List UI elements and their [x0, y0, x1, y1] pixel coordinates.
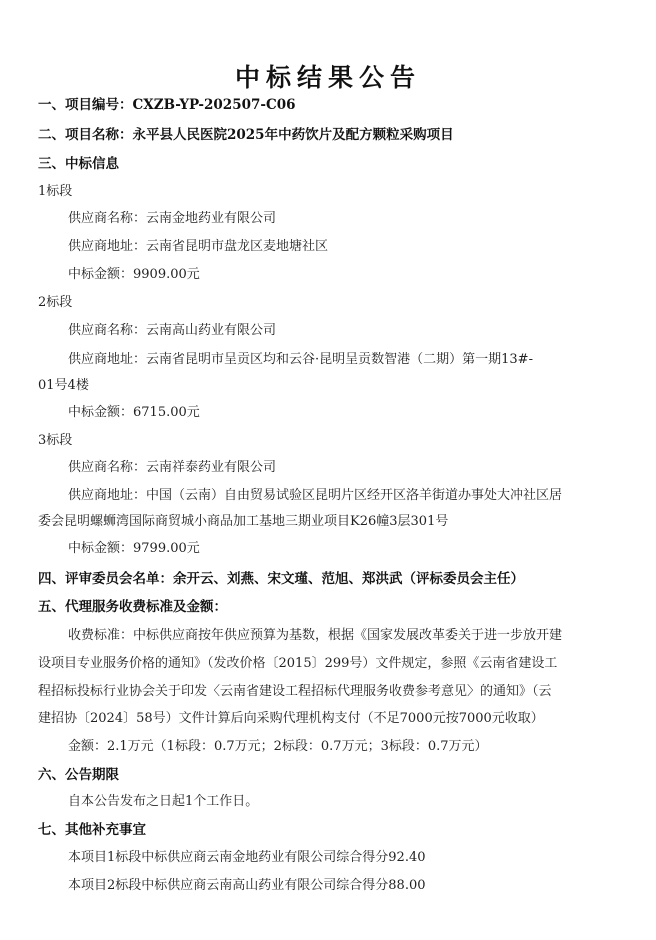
fee-standard-line-3: 程招标投标行业协会关于印发〈云南省建设工程招标代理服务收费参考意见〉的通知》（云 [38, 684, 552, 699]
page-title: 中标结果公告 [234, 63, 421, 92]
project-name: 二、项目名称：永平县人民医院2025年中药饮片及配方颗粒采购项目 [38, 127, 454, 143]
lot-2-amount: 中标金额：6715.00元 [68, 405, 200, 420]
lot-2-label: 2标段 [38, 295, 73, 310]
supplement-heading: 七、其他补充事宜 [38, 822, 146, 838]
fee-standard-line-2: 设项目专业服务价格的通知》（发改价格〔2015〕299号）文件规定，参照《云南省建设工 [38, 656, 558, 671]
lot-1-supplier: 供应商名称：云南金地药业有限公司 [68, 211, 277, 226]
fee-standard-line-4: 建招协〔2024〕58号）文件计算后向采购代理机构支付（不足7000元按7000元收取） [38, 711, 544, 726]
lot-2-address-cont: 01号4楼 [38, 378, 89, 393]
lot-3-address: 供应商地址：中国（云南）自由贸易试验区昆明片区经开区洛羊街道办事处大冲社区居 [68, 488, 563, 503]
lot-1-label: 1标段 [38, 184, 73, 199]
lot-1-address: 供应商地址：云南省昆明市盘龙区麦地塘社区 [68, 239, 329, 254]
lot-3-supplier: 供应商名称：云南祥泰药业有限公司 [68, 460, 277, 475]
project-number: 一、项目编号：CXZB-YP-202507-C06 [38, 97, 296, 113]
agency-fee-heading: 五、代理服务收费标准及金额： [38, 599, 227, 615]
notice-period-text: 自本公告发布之日起1个工作日。 [68, 794, 259, 809]
lot-3-address-cont: 委会昆明螺蛳湾国际商贸城小商品加工基地三期业项目K26幢3层301号 [38, 514, 449, 529]
fee-amount: 金额：2.1万元（1标段：0.7万元；2标段：0.7万元；3标段：0.7万元） [68, 739, 488, 754]
winning-info-heading: 三、中标信息 [38, 156, 119, 172]
lot-3-label: 3标段 [38, 433, 73, 448]
fee-standard-line-1: 收费标准：中标供应商按年供应预算为基数，根据《国家发展改革委关于进一步放开建 [68, 628, 563, 643]
committee-list: 四、评审委员会名单：余开云、刘燕、宋文瑾、范旭、郑洪武（评标委员会主任） [38, 571, 524, 587]
lot-2-address: 供应商地址：云南省昆明市呈贡区均和云谷·昆明呈贡数智港（二期）第一期13#- [68, 352, 533, 367]
supplement-score-lot-1: 本项目1标段中标供应商云南金地药业有限公司综合得分92.40 [68, 850, 426, 865]
supplement-score-lot-2: 本项目2标段中标供应商云南高山药业有限公司综合得分88.00 [68, 878, 426, 893]
lot-2-supplier: 供应商名称：云南高山药业有限公司 [68, 323, 277, 338]
lot-1-amount: 中标金额：9909.00元 [68, 267, 200, 282]
lot-3-amount: 中标金额：9799.00元 [68, 541, 200, 556]
notice-period-heading: 六、公告期限 [38, 767, 119, 783]
